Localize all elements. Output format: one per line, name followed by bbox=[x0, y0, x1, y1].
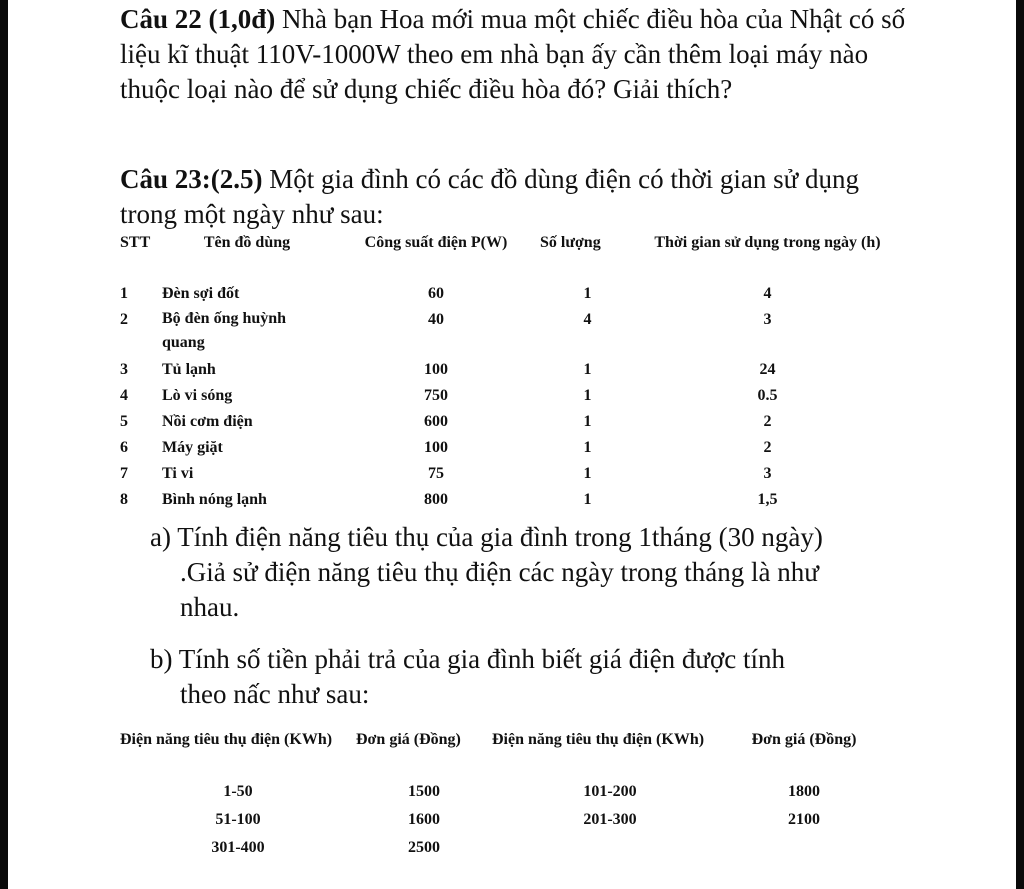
tier-range: 51-100 bbox=[215, 811, 261, 828]
row-device-name: Ti vi bbox=[162, 465, 194, 482]
question-22-label: Câu 22 (1,0đ) bbox=[120, 4, 276, 34]
header-unit-price-1: Đơn giá (Đồng) bbox=[356, 731, 461, 748]
row-power: 100 bbox=[424, 361, 448, 378]
question-23-text: Một gia đình có các đồ dùng điện có thời gian sử dụng trong một ngày như sau: bbox=[120, 164, 860, 229]
row-stt: 2 bbox=[120, 311, 128, 328]
row-quantity: 4 bbox=[583, 311, 592, 328]
table-row bbox=[120, 281, 900, 307]
header-consumption-1: Điện năng tiêu thụ điện (KWh) bbox=[120, 731, 333, 748]
row-usage-time: 2 bbox=[763, 439, 772, 456]
row-device-name: Lò vi sóng bbox=[162, 387, 233, 404]
row-quantity: 1 bbox=[583, 491, 592, 508]
price-table-header bbox=[120, 728, 880, 778]
tier-price bbox=[728, 834, 880, 862]
row-usage-time: 1,5 bbox=[757, 491, 778, 508]
tier-price: 1600 bbox=[408, 811, 440, 828]
left-border bbox=[0, 0, 8, 889]
table-row bbox=[120, 806, 880, 834]
table-row bbox=[120, 487, 900, 513]
header-unit-price-2: Đơn giá (Đồng) bbox=[751, 731, 857, 748]
row-usage-time: 4 bbox=[763, 285, 772, 302]
header-stt: STT bbox=[120, 234, 151, 251]
tier-price: 1500 bbox=[408, 783, 440, 800]
row-quantity: 1 bbox=[583, 387, 592, 404]
row-usage-time: 0.5 bbox=[757, 387, 778, 404]
row-device-name: Đèn sợi đốt bbox=[162, 285, 240, 302]
right-border bbox=[1016, 0, 1024, 889]
row-device-name: Bình nóng lạnh bbox=[162, 491, 267, 508]
table-row bbox=[120, 307, 900, 357]
table-row bbox=[120, 357, 900, 383]
tier-price: 2100 bbox=[788, 811, 820, 828]
row-power: 60 bbox=[428, 285, 444, 302]
sub-b-line-2: theo nấc như sau: bbox=[180, 679, 370, 709]
document-page bbox=[8, 0, 1016, 889]
device-table bbox=[120, 231, 900, 513]
header-usage-time: Thời gian sử dụng trong ngày (h) bbox=[654, 234, 881, 251]
row-stt: 6 bbox=[120, 439, 128, 456]
row-usage-time: 3 bbox=[763, 311, 772, 328]
row-power: 750 bbox=[424, 387, 448, 404]
row-power: 40 bbox=[428, 311, 444, 328]
tier-price: 1800 bbox=[788, 783, 820, 800]
table-row bbox=[120, 834, 880, 862]
row-stt: 5 bbox=[120, 413, 128, 430]
row-usage-time: 24 bbox=[759, 361, 776, 378]
row-stt: 8 bbox=[120, 491, 128, 508]
question-22 bbox=[120, 2, 910, 107]
tier-price: 2500 bbox=[408, 839, 440, 856]
sub-question-b bbox=[150, 642, 910, 712]
tier-range: 101-200 bbox=[583, 783, 637, 800]
row-quantity: 1 bbox=[583, 465, 592, 482]
row-device-name: Máy giặt bbox=[162, 439, 223, 456]
price-table bbox=[120, 728, 880, 862]
row-power: 100 bbox=[424, 439, 448, 456]
row-quantity: 1 bbox=[583, 439, 592, 456]
row-device-name: Nồi cơm điện bbox=[162, 413, 253, 430]
question-23-label: Câu 23:(2.5) bbox=[120, 164, 263, 194]
tier-range bbox=[492, 834, 728, 862]
header-consumption-2: Điện năng tiêu thụ điện (KWh) bbox=[492, 731, 705, 748]
tier-range: 1-50 bbox=[223, 783, 253, 800]
row-quantity: 1 bbox=[583, 285, 592, 302]
row-device-name: Tủ lạnh bbox=[162, 361, 216, 378]
question-22-text: Nhà bạn Hoa mới mua một chiếc điều hòa của Nhật có số liệu kĩ thuật 110V-1000W theo em nhà bạn ấy cần thêm loại máy nào thuộc loại nào để sử dụng chiếc điều hòa đó? Giải thích? bbox=[120, 4, 906, 104]
sub-a-line-1: a) Tính điện năng tiêu thụ của gia đình trong 1tháng (30 ngày) bbox=[150, 522, 823, 552]
row-quantity: 1 bbox=[583, 361, 592, 378]
table-row bbox=[120, 383, 900, 409]
sub-a-line-3: nhau. bbox=[180, 592, 240, 622]
row-power: 800 bbox=[424, 491, 448, 508]
sub-a-line-2: .Giả sử điện năng tiêu thụ điện các ngày trong tháng là như bbox=[180, 557, 819, 587]
header-power: Công suất điện P(W) bbox=[364, 234, 508, 251]
row-stt: 7 bbox=[120, 465, 128, 482]
row-stt: 1 bbox=[120, 285, 128, 302]
row-device-name: Bộ đèn ống huỳnh quang bbox=[162, 310, 287, 351]
table-row bbox=[120, 435, 900, 461]
row-quantity: 1 bbox=[583, 413, 592, 430]
table-row bbox=[120, 778, 880, 806]
row-stt: 3 bbox=[120, 361, 128, 378]
sub-b-line-1: b) Tính số tiền phải trả của gia đình biết giá điện được tính bbox=[150, 644, 786, 674]
question-23 bbox=[120, 162, 890, 232]
device-table-header bbox=[120, 231, 900, 281]
tier-range: 201-300 bbox=[583, 811, 637, 828]
header-quantity: Số lượng bbox=[540, 234, 601, 251]
row-usage-time: 2 bbox=[763, 413, 772, 430]
header-device-name: Tên đồ dùng bbox=[203, 234, 291, 251]
row-usage-time: 3 bbox=[763, 465, 772, 482]
row-power: 600 bbox=[424, 413, 448, 430]
tier-range: 301-400 bbox=[211, 839, 265, 856]
row-power: 75 bbox=[428, 465, 444, 482]
sub-question-a bbox=[150, 520, 910, 625]
table-row bbox=[120, 461, 900, 487]
row-stt: 4 bbox=[120, 387, 128, 404]
table-row bbox=[120, 409, 900, 435]
